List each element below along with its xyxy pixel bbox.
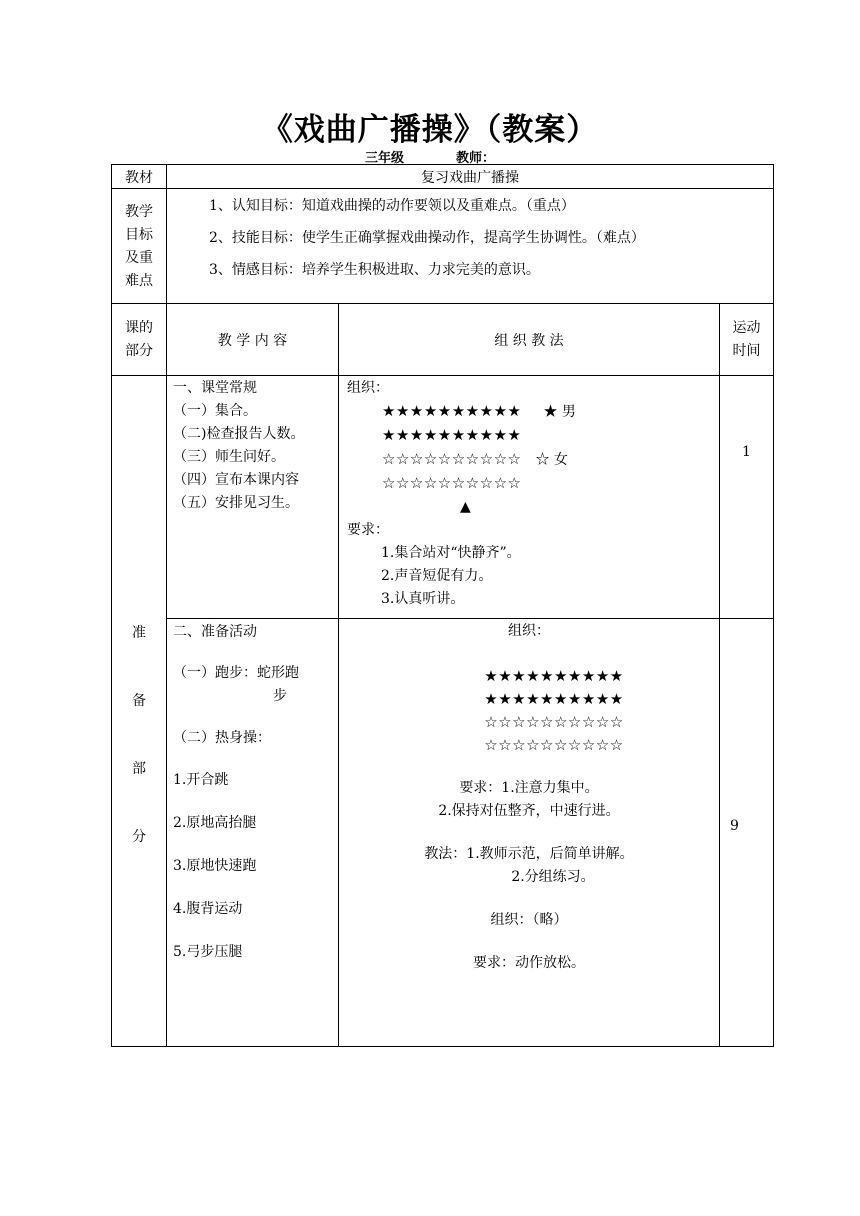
objectives-row (112, 189, 774, 304)
org-label: 组织： (508, 623, 550, 639)
material-label: 教材 (112, 165, 167, 189)
jog-item-cont: 步 (273, 688, 287, 704)
warm-up-item: 3.原地快速跑 (173, 858, 257, 874)
formation-stars: ☆☆☆☆☆☆☆☆☆☆ (382, 474, 522, 492)
routine-item: （二)检查报告人数。 (173, 426, 305, 442)
method-item: 2.分组练习。 (511, 869, 595, 885)
section-label (112, 376, 167, 1047)
formation-row (382, 400, 719, 424)
routine-item: （五）安排见习生。 (173, 495, 299, 511)
objectives-content (167, 189, 774, 304)
header-part (112, 304, 167, 376)
objectives-label-line: 教学 (125, 204, 153, 220)
requirement-item: 3.认真听讲。 (381, 591, 465, 607)
header-part-line: 课的 (125, 319, 153, 336)
warmup-content (167, 619, 339, 1047)
header-time-line: 运动 (732, 319, 761, 336)
routine-method (339, 376, 720, 619)
header-time-line: 时间 (732, 342, 761, 359)
header-method: 组 织 教 法 (339, 304, 720, 376)
section-label-char: 分 (132, 829, 146, 845)
objective-item: 1、认知目标：知道戏曲操的动作要领以及重难点。（重点） (209, 198, 575, 214)
material-row (112, 165, 774, 189)
warmup-method (339, 619, 720, 1047)
warmup-time: 9 (720, 619, 774, 1047)
formation-stars: ☆☆☆☆☆☆☆☆☆☆ (382, 450, 522, 468)
requirement-item: 要求：1.注意力集中。 (459, 780, 599, 796)
header-time (720, 304, 774, 376)
teacher-triangle-icon: ▲ (460, 499, 471, 515)
requirements-list (347, 542, 719, 611)
header-part-line: 部分 (125, 342, 153, 359)
formation-stars: ☆☆☆☆☆☆☆☆☆☆ (484, 736, 624, 754)
org-label: 组织： (347, 380, 389, 396)
routine-row (112, 376, 774, 619)
section-label-char: 准 (132, 625, 146, 641)
formation-row (382, 424, 719, 448)
warm-up-item: 5.弓步压腿 (173, 944, 243, 960)
requirement-item: 要求：动作放松。 (473, 955, 585, 971)
formation-legend: ☆ 女 (535, 452, 568, 468)
lesson-plan-table (111, 164, 774, 1047)
warm-up-item: 4.腹背运动 (173, 901, 243, 917)
jog-item: （一）跑步：蛇形跑 (173, 665, 299, 681)
routine-time: 1 (720, 376, 774, 619)
req-label: 要求： (347, 522, 389, 538)
requirement-item: 2.保持对伍整齐，中速行进。 (438, 803, 620, 819)
formation-diagram (347, 400, 719, 519)
header-row (112, 304, 774, 376)
formation-legend: ★ 男 (543, 404, 576, 420)
formation-row (382, 448, 719, 472)
warmup-heading: 二、准备活动 (173, 624, 257, 640)
formation-stars: ★★★★★★★★★★ (484, 690, 624, 708)
teacher-label: 教师： (456, 151, 496, 166)
requirement-item: 2.声音短促有力。 (381, 568, 493, 584)
routine-content (167, 376, 339, 619)
objective-item: 2、技能目标：使学生正确掌握戏曲操动作，提高学生协调性。（难点） (209, 230, 645, 246)
org-item: 组织：（略） (490, 912, 568, 928)
objectives-label (112, 189, 167, 304)
page-title: 《戏曲广播操》（教案） (261, 112, 599, 148)
method-item: 教法：1.教师示范，后简单讲解。 (424, 846, 634, 862)
routine-item: （一）集合。 (173, 403, 257, 419)
warm-up-item: 2.原地高抬腿 (173, 815, 257, 831)
warm-up-item: 1.开合跳 (173, 772, 229, 788)
objectives-label-line: 目标 (125, 227, 153, 243)
section-label-char: 备 (132, 693, 146, 709)
warm-up-heading: （二）热身操： (173, 730, 271, 746)
objectives-label-line: 难点 (125, 273, 153, 289)
objectives-label-line: 及重 (125, 250, 153, 266)
formation-stars: ☆☆☆☆☆☆☆☆☆☆ (484, 713, 624, 731)
formation-stars: ★★★★★★★★★★ (382, 402, 522, 420)
routine-item: （四）宣布本课内容 (173, 472, 299, 488)
routine-item: （三）师生问好。 (173, 449, 285, 465)
formation-stars: ★★★★★★★★★★ (484, 667, 624, 685)
grade-label: 三年级 (364, 151, 404, 166)
material-value: 复习戏曲广播操 (167, 165, 774, 189)
objective-item: 3、情感目标：培养学生积极进取、力求完美的意识。 (209, 262, 540, 278)
formation-row (382, 472, 719, 496)
section-label-char: 部 (132, 761, 146, 777)
requirement-item: 1.集合站对“快静齐”。 (381, 545, 521, 561)
warmup-row (112, 619, 774, 1047)
formation-stars: ★★★★★★★★★★ (382, 426, 522, 444)
routine-item: 一、课堂常规 (173, 380, 257, 396)
formation-diagram (339, 665, 719, 757)
header-content: 教 学 内 容 (167, 304, 339, 376)
